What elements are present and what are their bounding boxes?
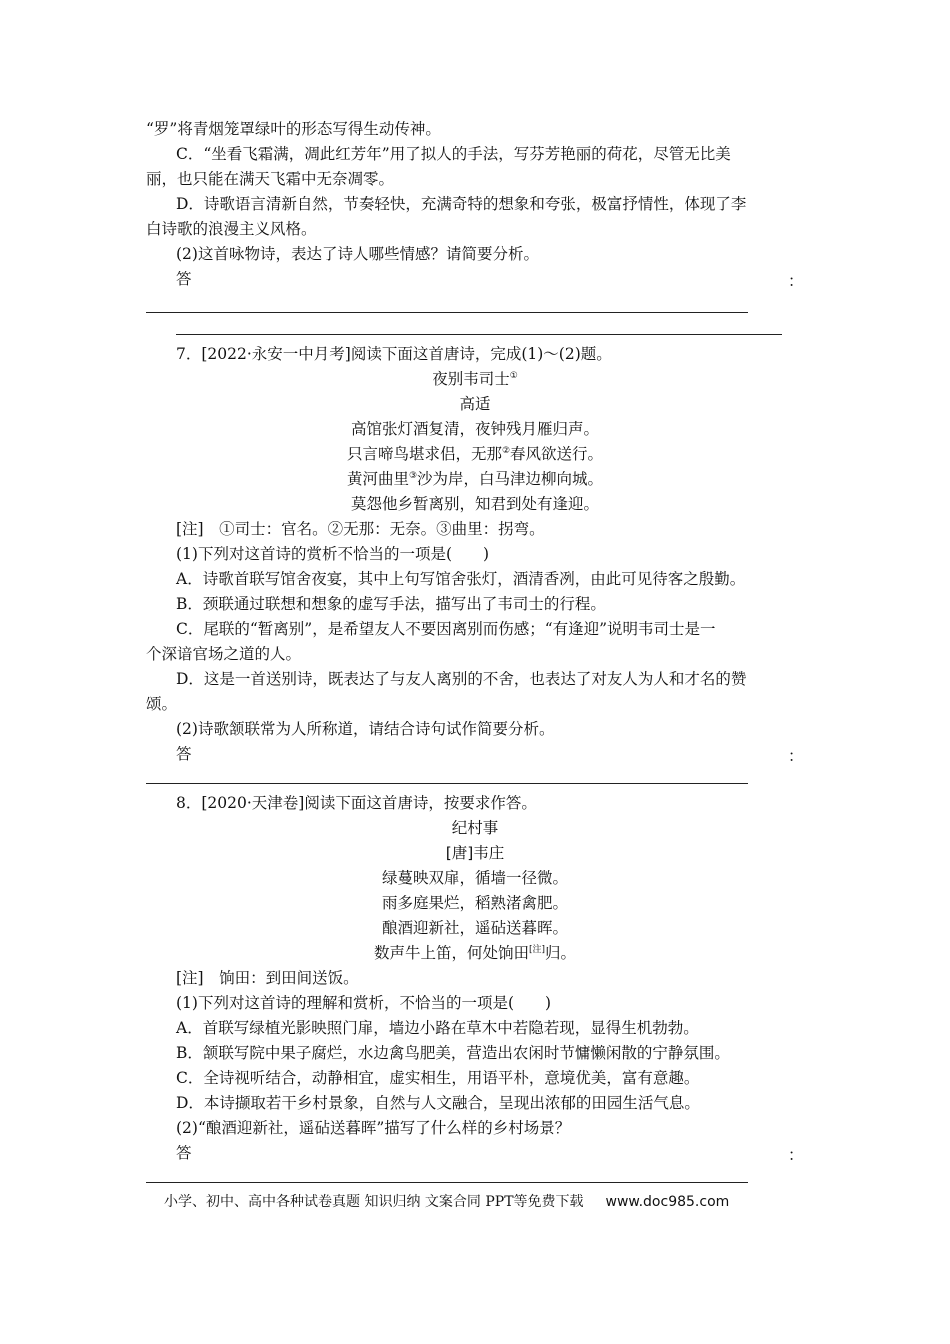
- q8-option-b: B．颔联写院中果子腐烂，水边禽鸟肥美，营造出农闲时节慵懒闲散的宁静氛围。: [176, 1044, 730, 1062]
- q6-option-d-line2: 白诗歌的浪漫主义风格。: [146, 220, 317, 238]
- q6-subquestion-2: (2)这首咏物诗，表达了诗人哪些情感？请简要分析。: [176, 245, 539, 263]
- q8-subquestion-1: (1)下列对这首诗的理解和赏析，不恰当的一项是( ): [176, 994, 552, 1012]
- q6-answer-line-2: [176, 334, 782, 335]
- q8-answer-line: [146, 1182, 748, 1183]
- q7-line3-footnote-mark: ③: [408, 470, 418, 481]
- q7-option-a: A．诗歌首联写馆舍夜宴，其中上句写馆舍张灯，酒清香冽，由此可见待客之殷勤。: [176, 570, 746, 588]
- q7-poem-line-4: 莫怨他乡暂离别，知君到处有逢迎。: [350, 495, 599, 513]
- q7-poem-line-3: 黄河曲里③沙为岸，白马津边柳向城。: [346, 470, 604, 488]
- footer-text: 小学、初中、高中各种试卷真题 知识归纳 文案合同 PPT等免费下载: [164, 1194, 584, 1210]
- q8-poem-title: 纪村事: [451, 819, 499, 837]
- q7-poem-author: 高适: [459, 395, 491, 413]
- q8-answer-label: 答: [176, 1144, 192, 1162]
- q6-option-d-line1: D．诗歌语言清新自然，节奏轻快，充满奇特的想象和夸张，极富抒情性，体现了李: [176, 195, 747, 213]
- q8-poem-line-4: 数声牛上笛，何处饷田[注]归。: [373, 944, 577, 962]
- q6-answer-label: 答: [176, 270, 192, 288]
- q7-title-footnote-mark: ①: [509, 370, 518, 381]
- q8-poem-line-1: 绿蔓映双扉，循墙一径微。: [381, 869, 568, 887]
- q6-option-c-line2: 丽，也只能在满天飞霜中无奈凋零。: [146, 170, 395, 188]
- q7-poem-line-2: 只言啼鸟堪求侣，无那②春风欲送行。: [346, 445, 604, 463]
- q8-poem-author: [唐]韦庄: [445, 844, 505, 862]
- q7-option-d-line1: D．这是一首送别诗，既表达了与友人离别的不舍，也表达了对友人为人和才名的赞: [176, 670, 747, 688]
- q7-option-d-line2: 颂。: [146, 695, 178, 713]
- q6-answer-colon: ：: [788, 272, 804, 290]
- q7-subquestion-2: (2)诗歌颔联常为人所称道，请结合诗句试作简要分析。: [176, 720, 555, 738]
- q7-answer-label: 答: [176, 745, 192, 763]
- q7-answer-colon: ：: [788, 747, 804, 765]
- q8-option-a: A．首联写绿植光影映照门扉，墙边小路在草木中若隐若现，显得生机勃勃。: [176, 1019, 699, 1037]
- q8-answer-colon: ：: [788, 1146, 804, 1164]
- q8-note: [注] 饷田：到田间送饭。: [176, 969, 359, 987]
- q8-option-d: D．本诗撷取若干乡村景象，自然与人文融合，呈现出浓郁的田园生活气息。: [176, 1094, 700, 1112]
- q7-note: [注] ①司士：官名。②无那：无奈。③曲里：拐弯。: [176, 520, 545, 538]
- q8-line4-note-mark: [注]: [528, 944, 546, 955]
- q7-subquestion-1: (1)下列对这首诗的赏析不恰当的一项是( ): [176, 545, 490, 563]
- q6-option-c-line1: C．“坐看飞霜满，凋此红芳年”用了拟人的手法，写芬芳艳丽的荷花，尽管无比美: [176, 145, 731, 163]
- q7-answer-line: [146, 783, 748, 784]
- q8-option-c: C．全诗视听结合，动静相宜，虚实相生，用语平朴，意境优美，富有意趣。: [176, 1069, 700, 1087]
- page-footer: [164, 1192, 729, 1212]
- q6-answer-line-1: [146, 312, 748, 313]
- q7-line2-footnote-mark: ②: [501, 445, 511, 456]
- q7-poem-title: 夜别韦司士①: [432, 370, 518, 388]
- q8-poem-line-3: 酿酒迎新社，遥砧送暮晖。: [381, 919, 568, 937]
- q8-header: 8．[2020·天津卷]阅读下面这首唐诗，按要求作答。: [176, 794, 537, 812]
- q7-option-c-line2: 个深谙官场之道的人。: [146, 645, 302, 663]
- q7-option-c-line1: C．尾联的“暂离别”，是希望友人不要因离别而伤感；“有逢迎”说明韦司士是一: [176, 620, 716, 638]
- q6-continuation-line: “罗”将青烟笼罩绿叶的形态写得生动传神。: [146, 120, 441, 138]
- q7-header: 7．[2022·永安一中月考]阅读下面这首唐诗，完成(1)～(2)题。: [176, 345, 612, 363]
- footer-url-link[interactable]: www.doc985.com: [605, 1194, 730, 1210]
- q8-poem-line-2: 雨多庭果烂，稻熟渚禽肥。: [381, 894, 568, 912]
- q7-poem-line-1: 高馆张灯酒复清，夜钟残月雁归声。: [350, 420, 599, 438]
- q8-subquestion-2: (2)“酿酒迎新社，遥砧送暮晖”描写了什么样的乡村场景？: [176, 1119, 571, 1137]
- q7-option-b: B．颈联通过联想和想象的虚写手法，描写出了韦司士的行程。: [176, 595, 606, 613]
